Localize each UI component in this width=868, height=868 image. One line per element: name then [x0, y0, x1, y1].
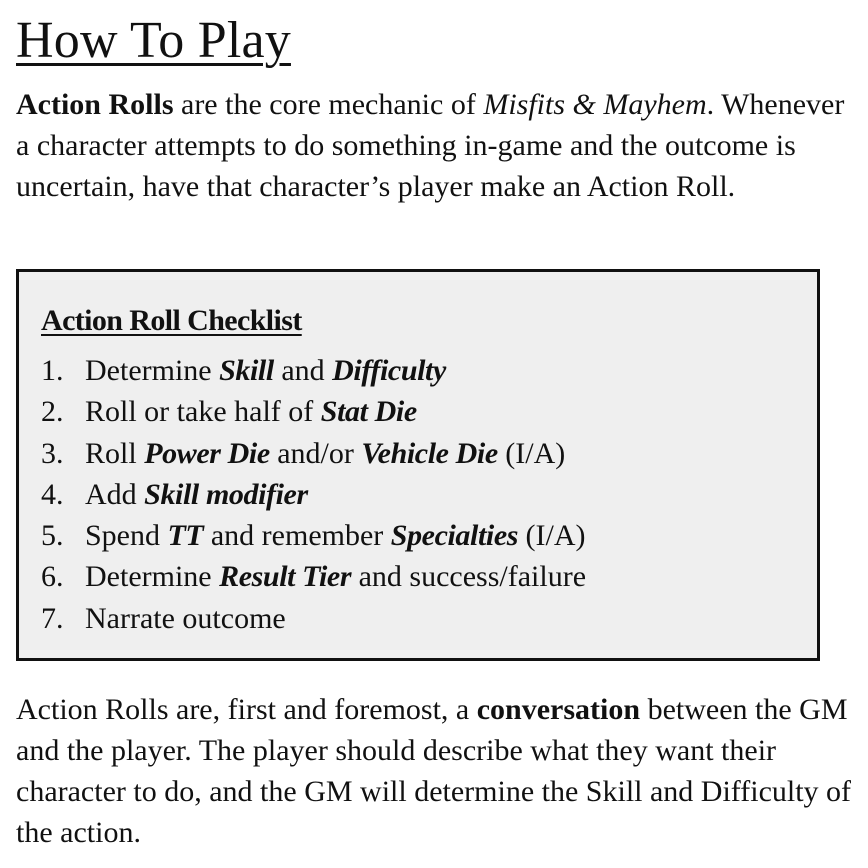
step-text	[85, 391, 417, 432]
checklist-step	[41, 515, 586, 556]
step-text-part: Determine	[85, 354, 220, 387]
step-term: Skill	[219, 354, 274, 387]
game-title: Misfits & Mayhem	[483, 88, 707, 121]
step-text-part: Narrate outcome	[85, 601, 286, 635]
step-term: Result Tier	[219, 560, 352, 594]
step-term: Stat Die	[320, 395, 417, 429]
step-text-part: (I/A)	[497, 436, 566, 470]
step-number: 5.	[41, 519, 64, 553]
checklist-box	[16, 269, 820, 661]
page-title: How To Play	[16, 12, 291, 69]
step-term: Skill modifier	[144, 477, 308, 511]
intro-text-2: . Whenever a character attempts to do something in-game and the outcome is uncertain, have that character’s player make an Action Roll.	[16, 88, 845, 203]
step-number: 4.	[41, 477, 64, 511]
step-text-part: Determine	[85, 560, 220, 594]
step-term: Power Die	[144, 436, 270, 470]
step-text-part: and remember	[203, 519, 391, 553]
step-term: Vehicle Die	[361, 436, 498, 470]
checklist-step	[41, 556, 586, 597]
checklist-step	[41, 474, 586, 515]
outro-paragraph	[16, 689, 861, 853]
checklist-step	[41, 391, 586, 432]
checklist-step	[41, 350, 586, 391]
step-text-part: Roll or take half of	[85, 395, 321, 429]
outro-text-2: between the GM and the player. The player should describe what they want their character to do, and the GM will determine the Skill and Difficulty of the action.	[16, 693, 852, 849]
intro-lead-term: Action Rolls	[16, 88, 174, 121]
step-number: 1.	[41, 354, 64, 387]
step-number: 3.	[41, 436, 64, 470]
step-text	[85, 515, 586, 556]
checklist-step	[41, 598, 586, 639]
intro-paragraph	[16, 84, 856, 207]
step-text-part: (I/A)	[518, 519, 586, 553]
step-text	[85, 556, 586, 597]
intro-text-1: are the core mechanic of	[173, 88, 484, 121]
step-term: Difficulty	[332, 354, 446, 387]
step-text-part: and/or	[269, 436, 362, 470]
outro-text-1: Action Rolls are, first and foremost, a	[16, 693, 477, 726]
step-text-part: and success/failure	[351, 560, 587, 594]
step-text	[85, 474, 308, 515]
step-text	[85, 598, 286, 639]
step-text-part: and	[273, 354, 333, 387]
step-number: 2.	[41, 395, 64, 429]
checklist-title: Action Roll Checklist	[41, 304, 302, 337]
step-number: 7.	[41, 601, 64, 635]
step-number: 6.	[41, 560, 64, 594]
checklist-step	[41, 433, 586, 474]
outro-bold-term: conversation	[476, 693, 641, 726]
step-text-part: Roll	[85, 436, 145, 470]
step-text-part: Add	[85, 477, 145, 511]
step-text	[85, 433, 565, 474]
step-text-part: Spend	[85, 519, 168, 553]
step-term: TT	[167, 519, 204, 553]
step-text	[85, 350, 446, 391]
step-term: Specialties	[390, 519, 519, 553]
checklist	[41, 350, 586, 639]
